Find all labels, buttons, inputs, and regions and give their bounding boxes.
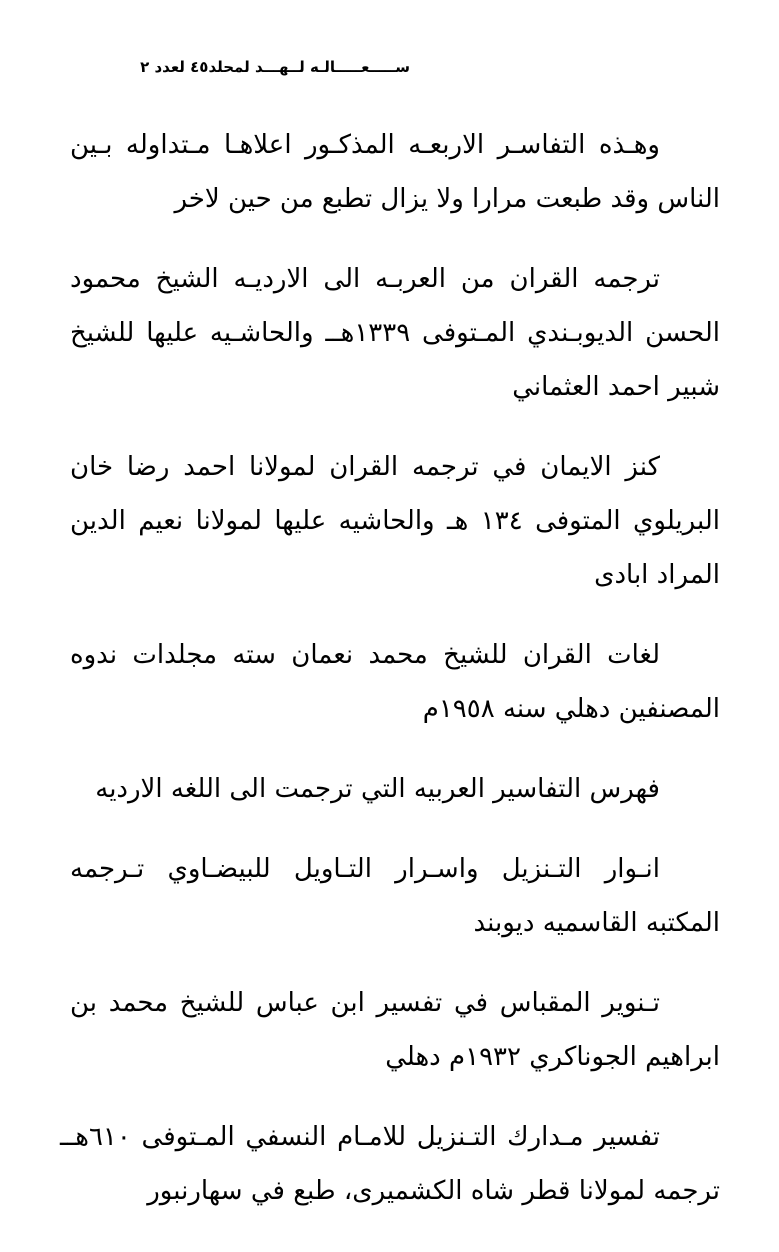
paragraph: انـوار التـنزيل واسـرار التـاويل للبيضـاوي تـرجمه المكتبه القاسميه ديوبند xyxy=(70,854,720,938)
paragraph: فهرس التفاسير العربيه التي ترجمت الى اللغه الارديه xyxy=(95,774,660,804)
running-header: ســـــعـــــالـه لــهـــد لمحلد٤٥ لعدد ٢ xyxy=(140,58,410,76)
paragraph: لغات القران للشيخ محمد نعمان سته مجلدات ندوه المصنفين دهلي سنه ١٩٥٨م xyxy=(70,640,720,724)
paragraph: وهـذه التفاسـر الاربعـه المذكـور اعلاهـا مـتداوله بـين الناس وقد طبعت مرارا ولا يزال تطبع من حين لاخر xyxy=(70,130,720,214)
paragraph: تفسير مـدارك التـنزيل للامـام النسفي المـتوفى ٦١٠هــ ترجمه لمولانا قطر شاه الكشميرى، طبع في سهارنبور xyxy=(60,1122,720,1206)
paragraph: تـنوير المقباس في تفسير ابن عباس للشيخ محمد بن ابراهيم الجوناكري ١٩٣٢م دهلي xyxy=(70,988,720,1072)
paragraph: ترجمه القران من العربـه الى الارديـه الشيخ محمود الحسن الديوبـندي المـتوفى ١٣٣٩هــ والحاشـيه عليها للشيخ شبير احمد العثماني xyxy=(70,264,720,402)
paragraph: كنز الايمان في ترجمه القران لمولانا احمد رضا خان البريلوي المتوفى ١٣٤ ‌هـ والحاشيه عليها لمولانا نعيم الدين المراد ابادى xyxy=(70,452,721,590)
document-body xyxy=(60,118,721,1244)
